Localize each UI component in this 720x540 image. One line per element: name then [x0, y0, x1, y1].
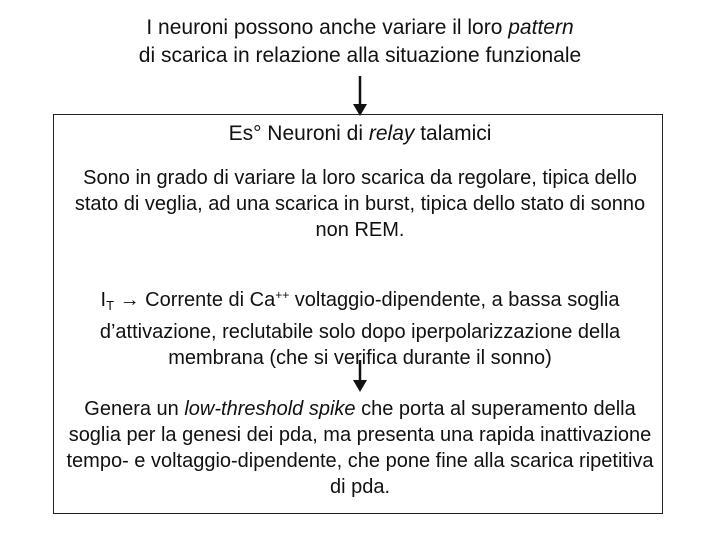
- title-line2: di scarica in relazione alla situazione funzionale: [138, 44, 582, 67]
- heading-prefix: Es° Neuroni di: [228, 122, 369, 145]
- title-line1-prefix: I neuroni possono anche variare il loro: [146, 16, 509, 39]
- it-text-b: voltaggio-dipendente, a bassa soglia d’attivazione, reclutabile solo dopo iperpolarizzazione della membrana (che si verifica durante il sonno): [99, 289, 621, 369]
- paragraph-it-current: [60, 282, 660, 371]
- ca-superscript: ++: [275, 288, 290, 302]
- slide-title: [0, 14, 720, 70]
- heading-suffix: talamici: [414, 122, 492, 145]
- paragraph-firing-modes: Sono in grado di variare la loro scarica da regolare, tipica dello stato di veglia, ad una scarica in burst, tipica dello stato di sonno non REM.: [74, 167, 646, 241]
- paragraph-low-threshold-spike: [60, 396, 660, 500]
- it-symbol: $I_T$: [100, 289, 115, 313]
- lts-suffix: che porta al superamento della soglia per la genesi dei pda, ma presenta una rapida inattivazione tempo- e voltaggio-dipendente, che pone fine alla scarica ripetitiva di pda.: [66, 398, 654, 498]
- down-arrow-icon: [350, 76, 370, 118]
- heading-em: relay: [368, 122, 415, 145]
- box-heading: [0, 120, 720, 148]
- lts-prefix: Genera un: [84, 398, 185, 420]
- title-line1-em: pattern: [508, 16, 574, 39]
- right-arrow-icon: →: [119, 289, 140, 311]
- lts-em: low-threshold spike: [184, 398, 356, 420]
- it-text-a: Corrente di Ca: [139, 289, 276, 311]
- down-arrow-icon: [350, 360, 370, 394]
